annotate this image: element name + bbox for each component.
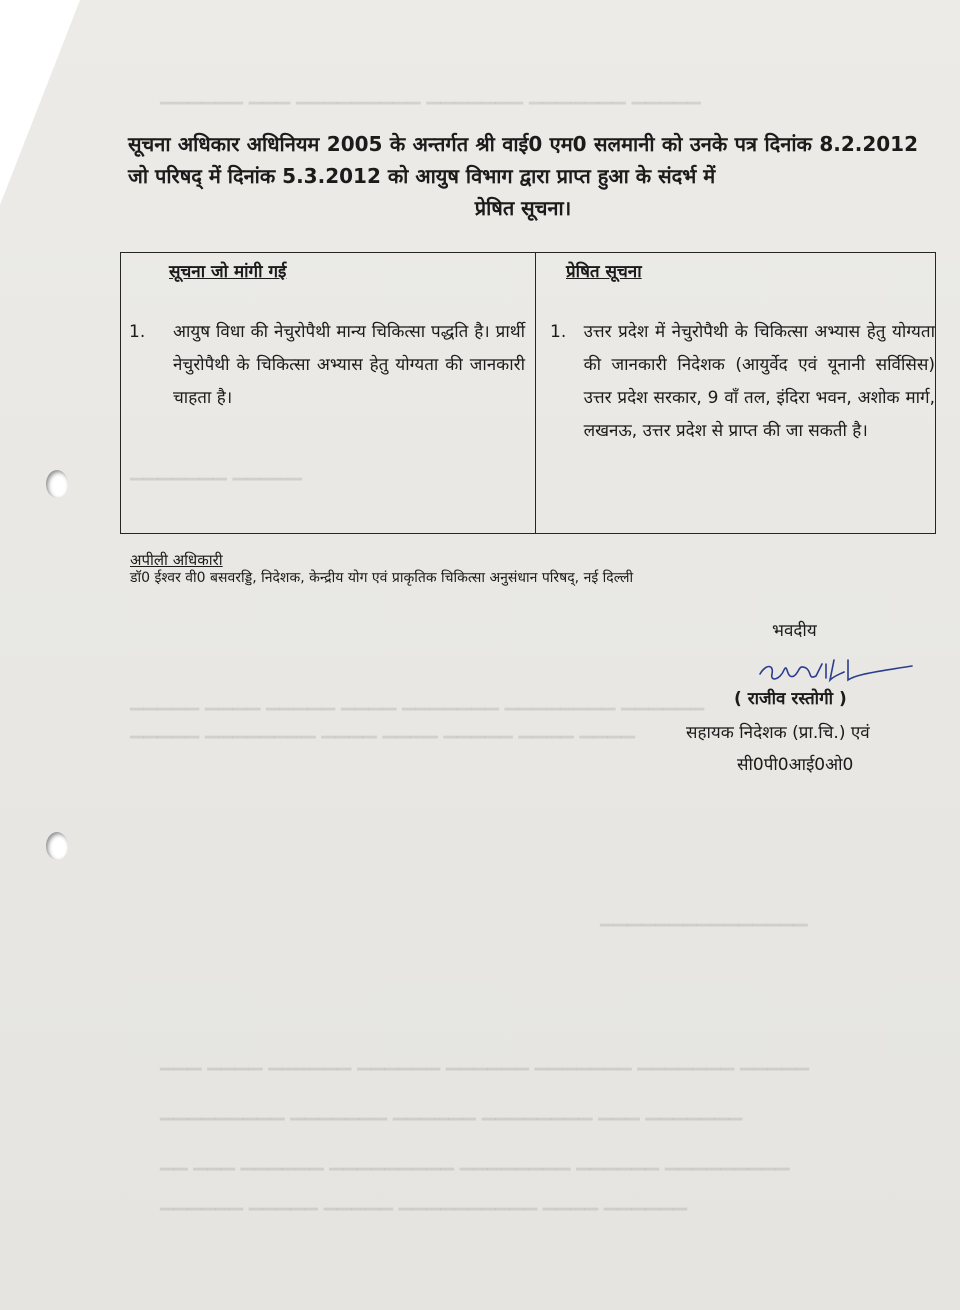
show-through-text: ▁▁▁▁▁▁ ▁▁▁▁▁ ▁▁▁▁▁ ▁▁▁▁▁▁▁▁▁▁ ▁▁▁▁ ▁▁▁▁▁▁ bbox=[160, 1190, 687, 1211]
show-through-text: ▁▁▁▁▁ ▁▁▁▁ ▁▁▁▁▁ ▁▁▁▁ ▁▁▁▁▁▁▁ ▁▁▁▁▁▁▁▁ ▁▁▁▁▁▁ bbox=[130, 690, 705, 711]
title-line-3: प्रेषित सूचना। bbox=[474, 196, 572, 220]
title-line-1: सूचना अधिकार अधिनियम 2005 के अन्तर्गत श्री वाई0 एम0 सलमानी को उनके पत्र दिनांक bbox=[128, 132, 812, 156]
closing-salutation: भवदीय bbox=[772, 621, 817, 641]
show-through-text: ▁▁▁▁▁▁▁ ▁▁▁▁▁ bbox=[130, 460, 302, 481]
requested-info-cell bbox=[121, 253, 536, 534]
requested-info-text: आयुष विधा की नेचुरोपैथी मान्य चिकित्सा पद्धति है। प्रार्थी नेचुरोपैथी के चिकित्सा अभ्यास हेतु योग्यता की जानकारी चाहता है। bbox=[173, 322, 525, 408]
show-through-text: ▁▁ ▁▁▁ ▁▁▁▁▁▁ ▁▁▁▁▁▁▁▁▁ ▁▁▁▁▁▁▁▁ ▁▁▁▁▁▁ ▁▁▁▁▁▁▁▁▁ bbox=[160, 1150, 790, 1171]
show-through-text: ▁▁▁▁▁ ▁▁▁▁▁▁▁▁ ▁▁▁▁ ▁▁▁▁ ▁▁▁▁▁ ▁▁▁▁ ▁▁▁▁ bbox=[130, 718, 635, 739]
appellate-officer-heading: अपीली अधिकारी bbox=[130, 551, 223, 569]
requested-info-item bbox=[121, 316, 535, 415]
information-table bbox=[120, 252, 936, 534]
show-through-text: ▁▁▁ ▁▁▁▁ ▁▁▁▁▁▁ ▁▁▁▁▁▁ ▁▁▁▁▁▁ ▁▁▁▁▁▁▁ ▁▁▁▁▁▁▁ ▁▁▁▁▁ bbox=[160, 1050, 810, 1071]
sent-info-cell bbox=[536, 253, 936, 534]
folded-corner bbox=[0, 0, 80, 205]
item-number: 1. bbox=[129, 322, 146, 342]
punch-hole bbox=[46, 470, 68, 498]
item-number: 1. bbox=[550, 322, 567, 342]
sent-info-item bbox=[536, 316, 935, 448]
title-line-2: 8.2.2012 जो परिषद् में दिनांक 5.3.2012 को आयुष विभाग द्वारा प्राप्त हुआ के संदर्भ में bbox=[128, 132, 919, 188]
handwritten-signature bbox=[756, 650, 916, 690]
show-through-text: ▁▁▁▁▁▁▁▁▁▁▁▁▁▁▁ bbox=[600, 906, 808, 927]
sent-info-header: प्रेषित सूचना bbox=[566, 262, 642, 282]
show-through-text: ▁▁▁▁▁▁ ▁▁▁ ▁▁▁▁▁▁▁▁▁ ▁▁▁▁▁▁▁ ▁▁▁▁▁▁▁ ▁▁▁▁▁ bbox=[160, 84, 701, 105]
requested-info-header: सूचना जो मांगी गई bbox=[169, 262, 287, 282]
show-through-text: ▁▁▁▁▁▁▁▁▁ ▁▁▁▁▁▁▁ ▁▁▁▁▁▁ ▁▁▁▁▁▁▁▁ ▁▁▁ ▁▁▁▁▁▁▁ bbox=[160, 1100, 743, 1121]
signatory-designation: सहायक निदेशक (प्रा.चि.) एवं bbox=[686, 723, 870, 743]
signatory-name: ( राजीव रस्तोगी ) bbox=[734, 689, 847, 709]
appellate-officer-text: डॉ0 ईश्वर वी0 बसवरड्डि, निदेशक, केन्द्रीय योग एवं प्राकृतिक चिकित्सा अनुसंधान परिषद्, नई दिल्ली bbox=[130, 570, 634, 586]
punch-hole bbox=[46, 832, 68, 860]
signatory-org: सी0पी0आई0ओ0 bbox=[737, 755, 854, 775]
sent-info-text: उत्तर प्रदेश में नेचुरोपैथी के चिकित्सा अभ्यास हेतु योग्यता की जानकारी निदेशक (आयुर्वेद एवं यूनानी सर्विसिस) उत्तर प्रदेश सरकार, 9 वाँ तल, इंदिरा भवन, अशोक मार्ग, लखनऊ, उत्तर प्रदेश से प्राप्त की जा सकती है। bbox=[583, 322, 935, 441]
document-title bbox=[128, 128, 918, 224]
